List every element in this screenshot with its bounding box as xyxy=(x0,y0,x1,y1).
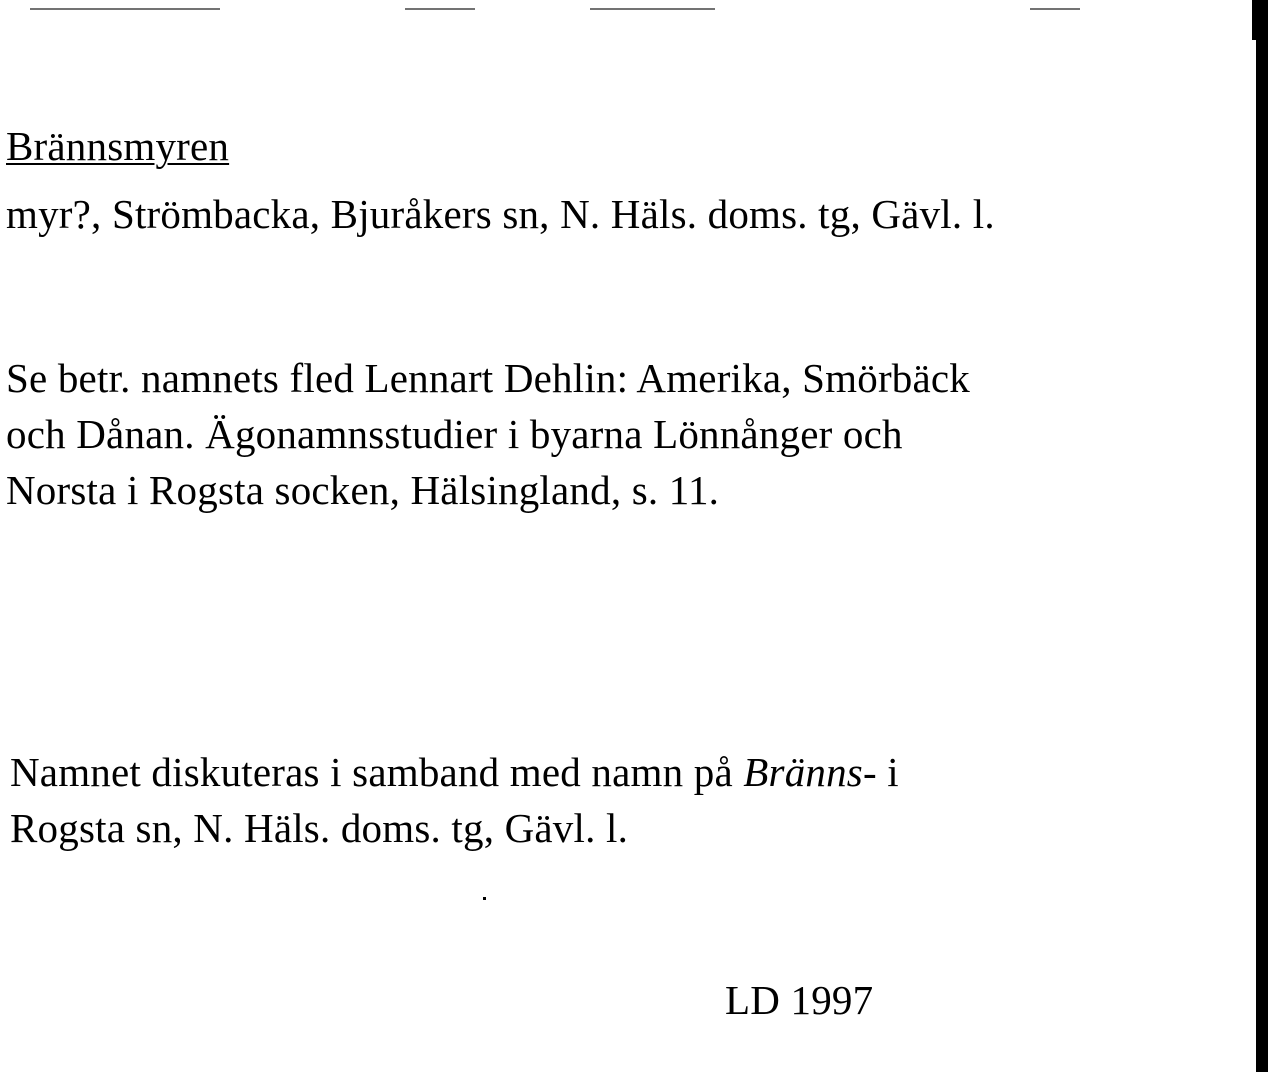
discussion-text: i xyxy=(876,749,899,795)
scan-artifact-top xyxy=(1030,8,1080,10)
scan-edge-border xyxy=(1256,0,1268,1072)
scan-artifact-top xyxy=(405,8,475,10)
scan-artifact-top xyxy=(30,8,220,10)
reference-line: och Dånan. Ägonamnsstudier i byarna Lönnånger och xyxy=(6,411,903,457)
discussion-line: Rogsta sn, N. Häls. doms. tg, Gävl. l. xyxy=(10,805,629,851)
scan-edge-tick xyxy=(1252,0,1256,40)
discussion-line xyxy=(10,744,899,800)
discussion-paragraph xyxy=(10,744,899,856)
reference-paragraph xyxy=(6,350,970,518)
entry-heading: Brännsmyren xyxy=(6,123,230,169)
scan-speck xyxy=(483,897,486,900)
discussion-italic-name: Bränns- xyxy=(743,749,877,795)
discussion-text: Namnet diskuteras i samband med namn på xyxy=(10,749,744,795)
reference-line: Norsta i Rogsta socken, Hälsingland, s. 11. xyxy=(6,467,720,513)
scan-artifact-top xyxy=(590,8,715,10)
signature: LD 1997 xyxy=(725,977,874,1023)
reference-line: Se betr. namnets fled Lennart Dehlin: Amerika, Smörbäck xyxy=(6,355,970,401)
entry-description: myr?, Strömbacka, Bjuråkers sn, N. Häls. doms. tg, Gävl. l. xyxy=(6,191,995,237)
